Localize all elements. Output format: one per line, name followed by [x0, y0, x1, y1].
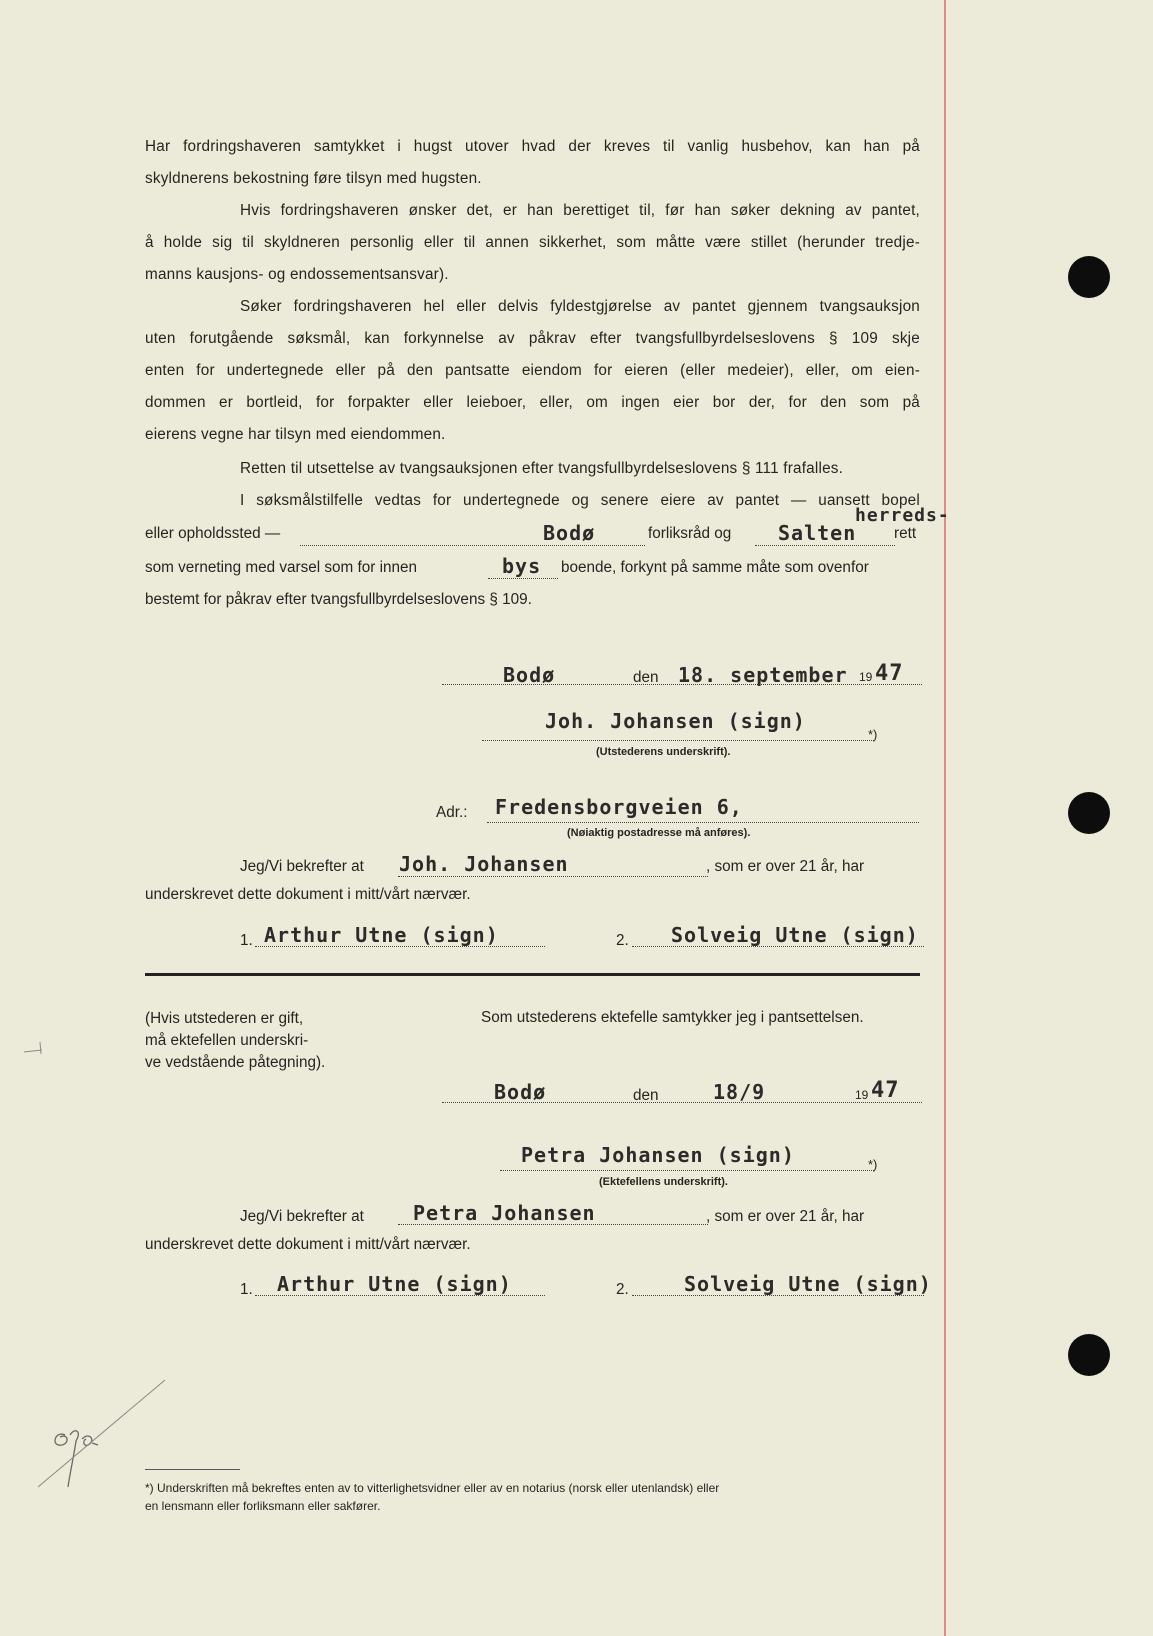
spouse-note: (Hvis utstederen er gift,: [145, 1010, 304, 1027]
signature-line: [482, 740, 874, 741]
place: Bodø: [503, 663, 556, 687]
witness-number: 2.: [616, 932, 629, 949]
spouse-note: ve vedstående påtegning).: [145, 1054, 326, 1071]
footnote-marker: *): [868, 1157, 878, 1172]
court-type: herreds-: [855, 505, 950, 526]
innen-value: bys: [502, 554, 542, 578]
spouse-signature: Petra Johansen (sign): [521, 1143, 795, 1167]
fill-line: [488, 578, 558, 579]
address-line: [487, 822, 919, 823]
witness-signature: Solveig Utne (sign): [684, 1272, 932, 1296]
fill-line: [398, 876, 708, 877]
confirm-line: underskrevet dette dokument i mitt/vårt nærvær.: [145, 1236, 471, 1253]
body-text: rett: [894, 525, 917, 542]
body-text: bestemt for påkrav efter tvangsfullbyrdelseslovens § 109.: [145, 591, 532, 608]
witness-number: 1.: [240, 1281, 253, 1298]
body-text: boende, forkynt på samme måte som ovenfor: [561, 559, 869, 576]
pencil-initials-mark: [30, 1375, 175, 1495]
body-line: Søker fordringshaveren hel eller delvis fyldestgjørelse av pantet gjennem tvangsauksjon: [240, 298, 920, 315]
witness-signature: Solveig Utne (sign): [671, 923, 919, 947]
witness-number: 1.: [240, 932, 253, 949]
forliksrad-place: Bodø: [543, 521, 596, 545]
year-suffix: 47: [875, 661, 904, 686]
confirm-name: Joh. Johansen: [399, 852, 569, 876]
den-label: den: [633, 1087, 659, 1104]
punch-hole: [1068, 792, 1110, 834]
date: 18. september: [678, 663, 848, 687]
body-line: dommen er bortleid, for forpakter eller leieboer, eller, om ingen eier bor der, for den som på: [145, 394, 920, 411]
fill-line: [755, 545, 895, 546]
fill-line: [300, 545, 645, 546]
spouse-consent: Som utstederens ektefelle samtykker jeg i pantsettelsen.: [481, 1009, 864, 1026]
body-line: eierens vegne har tilsyn med eiendommen.: [145, 426, 446, 443]
spouse-note: må ektefellen underskri-: [145, 1032, 309, 1049]
address-label: Adr.:: [436, 804, 468, 821]
body-line: Har fordringshaveren samtykket i hugst utover hvad der kreves til vanlig husbehov, kan han på: [145, 138, 920, 155]
body-line: Hvis fordringshaveren ønsker det, er han berettiget til, før han søker dekning av pantet,: [240, 202, 920, 219]
punch-hole: [1068, 256, 1110, 298]
issuer-signature: Joh. Johansen (sign): [545, 709, 806, 733]
footnote-line: *) Underskriften må bekreftes enten av to vitterlighetsvidner eller av en notarius (norsk eller utenlandsk) eller: [145, 1481, 720, 1495]
spouse-place: Bodø: [494, 1080, 547, 1104]
witness-signature: Arthur Utne (sign): [277, 1272, 512, 1296]
footnote-rule: [145, 1469, 240, 1470]
confirm-suffix: , som er over 21 år, har: [706, 1208, 865, 1225]
pencil-tick-mark: [20, 1040, 50, 1060]
confirm-name: Petra Johansen: [413, 1201, 596, 1225]
court-name: Salten: [778, 521, 857, 545]
year-suffix: 47: [871, 1078, 900, 1103]
body-line: uten forutgående søksmål, kan forkynnelse av påkrav efter tvangsfullbyrdelseslovens § 109 skje: [145, 330, 920, 347]
spouse-date: 18/9: [713, 1080, 766, 1104]
body-text: forliksråd og: [648, 525, 732, 542]
body-line: manns kausjons- og endossementsansvar).: [145, 266, 449, 283]
footnote-line: en lensmann eller forliksmann eller sakfører.: [145, 1499, 381, 1513]
confirm-prefix: Jeg/Vi bekrefter at: [240, 858, 364, 875]
spouse-caption: (Ektefellens underskrift).: [599, 1176, 728, 1188]
body-line: Retten til utsettelse av tvangsauksjonen efter tvangsfullbyrdelseslovens § 111 frafalles.: [240, 460, 844, 477]
confirm-line: underskrevet dette dokument i mitt/vårt nærvær.: [145, 886, 471, 903]
footnote-marker: *): [868, 727, 878, 742]
punch-hole: [1068, 1334, 1110, 1376]
witness-number: 2.: [616, 1281, 629, 1298]
section-divider: [145, 973, 920, 976]
address-caption: (Nøiaktig postadresse må anføres).: [567, 827, 751, 839]
issuer-caption: (Utstederens underskrift).: [596, 746, 731, 758]
den-label: den: [633, 669, 659, 686]
body-line: enten for undertegnede eller på den pantsatte eiendom for eieren (eller medeier), eller, om eien-: [145, 362, 920, 379]
body-line: skyldnerens bekostning føre tilsyn med hugsten.: [145, 170, 482, 187]
confirm-suffix: , som er over 21 år, har: [706, 858, 865, 875]
body-line: å holde sig til skyldneren personlig eller til annen sikkerhet, som måtte være stillet (herunder tredje-: [145, 234, 920, 251]
body-line: I søksmålstilfelle vedtas for undertegnede og senere eiere av pantet — uansett bopel: [240, 492, 920, 509]
margin-line: [944, 0, 946, 1636]
year-prefix: 19: [859, 670, 873, 684]
body-text: som verneting med varsel som for innen: [145, 559, 418, 576]
confirm-prefix: Jeg/Vi bekrefter at: [240, 1208, 364, 1225]
body-text: eller opholdssted —: [145, 525, 281, 542]
year-prefix: 19: [855, 1088, 869, 1102]
witness-signature: Arthur Utne (sign): [264, 923, 499, 947]
address-value: Fredensborgveien 6,: [495, 795, 743, 819]
signature-line: [500, 1170, 874, 1171]
